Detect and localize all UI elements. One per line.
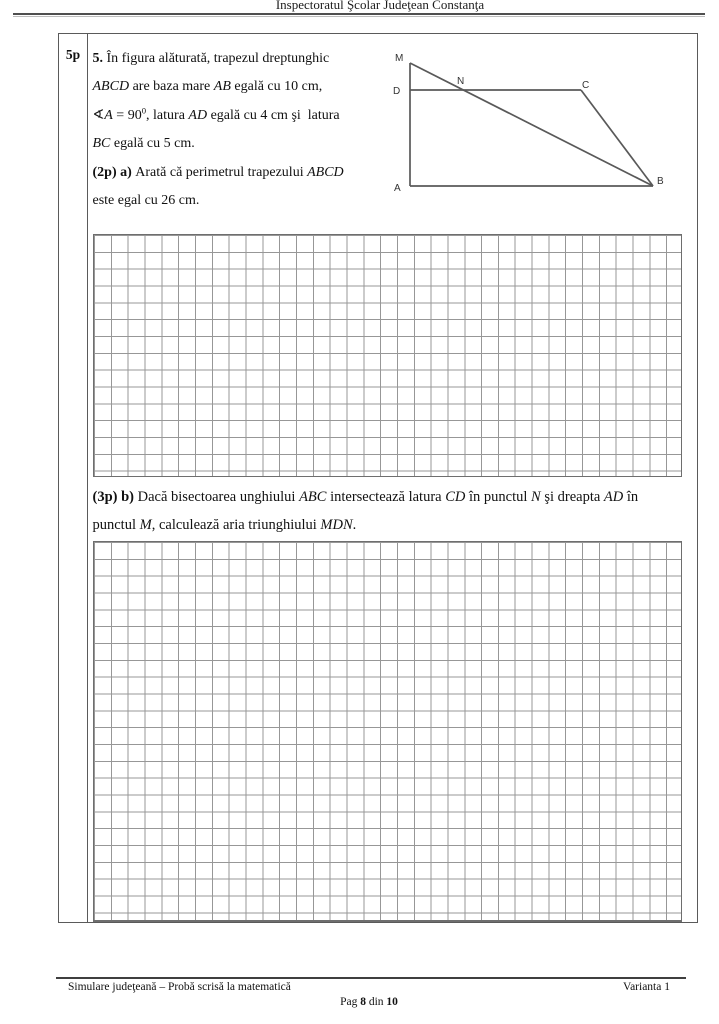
statement-line: 5. În figura alăturată, trapezul dreptunghic bbox=[92, 51, 330, 66]
statement-line: ∢A = $90^0$, latura AD egală cu 4 cm şi latura bbox=[92, 105, 340, 123]
footer-row bbox=[68, 980, 670, 994]
trapezoid-figure bbox=[386, 43, 670, 195]
vertex-label-N: N bbox=[456, 76, 464, 87]
vertex-label-D: D bbox=[392, 86, 400, 97]
footer-page-indicator: Pag 8 din 10 bbox=[340, 996, 398, 1008]
points-column bbox=[59, 34, 88, 922]
part-b-statement bbox=[93, 483, 693, 540]
header-institution: Inspectoratul Şcolar Judeţean Constanţa bbox=[275, 0, 485, 12]
answer-grid-a bbox=[93, 234, 682, 477]
vertex-label-C: C bbox=[581, 80, 589, 91]
header-rule-shadow bbox=[13, 16, 705, 17]
statement-line: BC egală cu 5 cm. bbox=[92, 136, 195, 152]
vertex-label-B: B bbox=[656, 176, 664, 187]
points-label: 5p bbox=[65, 47, 81, 62]
footer-exam-title: Simulare judeţeană – Probă scrisă la matematică bbox=[68, 981, 291, 993]
segment-MB bbox=[410, 63, 653, 186]
part-b-line: (3p) b) Dacă bisectoarea unghiului ABC intersectează latura CD în punctul N şi dreapta AD în bbox=[92, 489, 639, 505]
vertex-label-M: M bbox=[394, 53, 403, 64]
statement-line: ABCD are baza mare AB egală cu 10 cm, bbox=[92, 79, 323, 95]
problem-content bbox=[90, 34, 698, 922]
vertex-label-A: A bbox=[393, 183, 401, 194]
answer-grid-b bbox=[93, 541, 682, 922]
problem-statement bbox=[93, 45, 393, 215]
part-b-line: punctul M, calculează aria triunghiului MDN. bbox=[92, 517, 357, 534]
part-a-line: (2p) a) Arată că perimetrul trapezului ABCD bbox=[92, 164, 344, 180]
segment-CB bbox=[581, 90, 653, 186]
header-rule bbox=[13, 13, 705, 15]
footer-variant: Varianta 1 bbox=[623, 981, 670, 993]
part-a-line: este egal cu 26 cm. bbox=[92, 193, 200, 209]
problem-box bbox=[58, 33, 698, 923]
footer-rule bbox=[56, 977, 686, 979]
